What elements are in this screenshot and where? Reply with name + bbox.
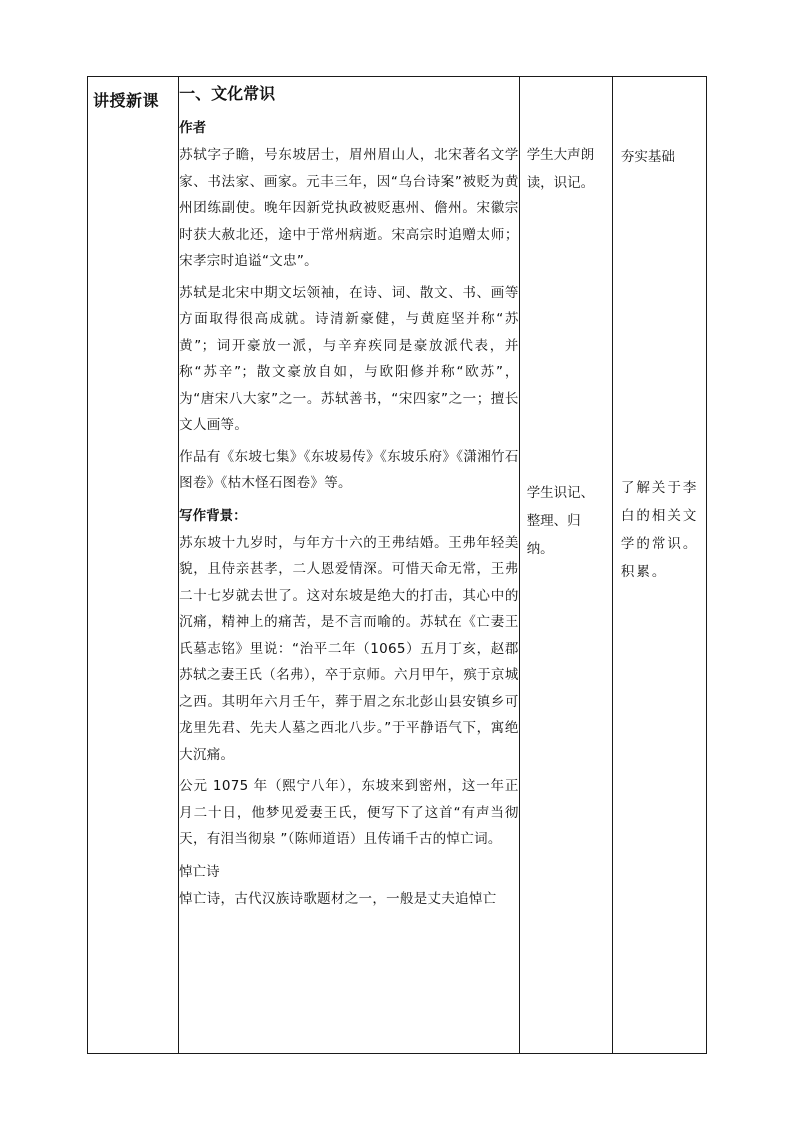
activity-note-1: 学生大声朗读，识记。 [526,147,595,191]
author-paragraph-2: 苏轼是北宋中期文坛领袖，在诗、词、散文、书、画等方面取得很高成就。诗清新豪健，与黄庭坚并称“苏黄”；词开豪放一派，与辛弃疾同是豪放派代表，并称“苏辛”；散文豪放自如，与欧阳修并称“欧苏”，为“唐宋八大家”之一。苏轼善书，“宋四家”之一；擅长文人画等。 [179,284,519,433]
author-heading: 作者 [179,120,207,136]
stage-label: 讲授新课 [93,91,160,110]
stage-cell [88,77,179,1054]
purpose-note-2: 了解关于李白的相关文学的常识。积累。 [620,480,699,580]
background-heading: 写作背景： [179,507,247,524]
elegy-paragraph: 悼亡诗，古代汉族诗歌题材之一，一般是丈夫追悼亡 [179,890,497,907]
author-paragraph-1: 苏轼字子瞻，号东坡居士，眉州眉山人，北宋著名文学家、书法家、画家。元丰三年，因“乌台诗案”被贬为黄州团练副使。晚年因新党执政被贬惠州、儋州。宋徽宗时获大赦北还，途中于常州病逝。宋高宗时追赠太师；宋孝宗时追谥“文忠”。 [179,147,519,269]
lesson-plan-table [87,76,707,1054]
background-paragraph-2: 公元 1075 年（熙宁八年），东坡来到密州，这一年正月二十日，他梦见爱妻王氏，便写下了这首“有声当彻天，有泪当彻泉 ”（陈师道语）且传诵千古的悼亡词。 [179,778,519,847]
background-paragraph-1: 苏东坡十九岁时，与年方十六的王弗结婚。王弗年轻美貌，且侍亲甚孝，二人恩爱情深。可惜天命无常，王弗二十七岁就去世了。这对东坡是绝大的打击，其心中的沉痛，精神上的痛苦，是不言而喻的。苏轼在《亡妻王氏墓志铭》里说：“治平二年（1065）五月丁亥，赵郡苏轼之妻王氏（名弗），卒于京师。六月甲午，殡于京城之西。其明年六月壬午，葬于眉之东北彭山县安镇乡可龙里先君、先夫人墓之西北八步。”于平静语气下，寓绝大沉痛。 [179,534,519,763]
section-title: 一、文化常识 [179,84,276,103]
purpose-note-1: 夯实基础 [620,149,675,165]
table-row [88,77,707,1054]
activity-note-2: 学生识记、整理、归纳。 [526,485,595,557]
activity-cell [519,77,612,1054]
content-cell [179,77,520,1054]
author-paragraph-3: 作品有《东坡七集》《东坡易传》《东坡乐府》《潇湘竹石图卷》《枯木怪石图卷》等。 [179,448,519,491]
elegy-heading: 悼亡诗 [179,863,220,880]
purpose-cell [612,77,706,1054]
